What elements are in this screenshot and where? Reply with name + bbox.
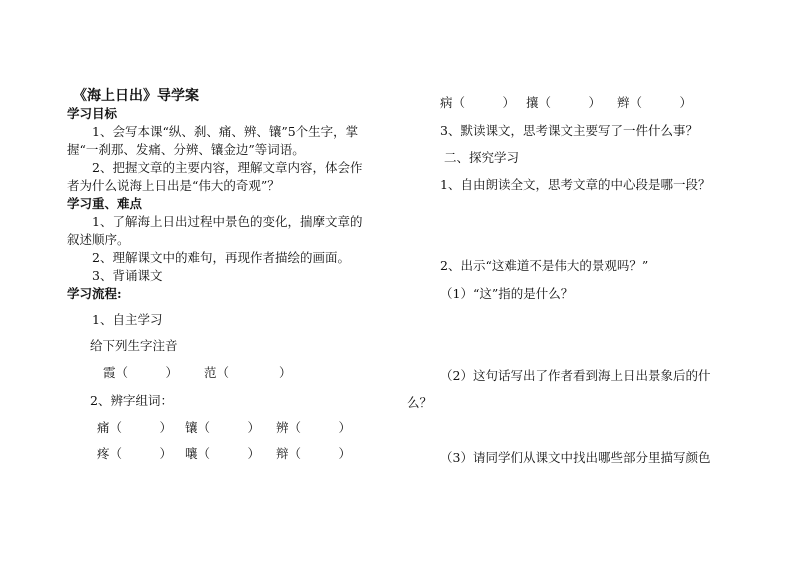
read-task: 3、默读课文，思考课文主要写了一件什么事？ — [440, 123, 698, 138]
word-blank: 病（ ） — [440, 95, 516, 110]
distinguish-heading: 2、辨字组词： — [90, 393, 173, 408]
self-study-heading: 1、自主学习 — [92, 312, 163, 327]
key-point-1-line-1: 1、了解海上日出过程中景色的变化，揣摩文章的 — [92, 214, 363, 229]
question-2b-line-2: 么？ — [407, 395, 433, 410]
question-1: 1、自由朗读全文，思考文章的中心段是哪一段？ — [440, 177, 711, 192]
goals-heading: 学习目标 — [67, 106, 118, 121]
question-2b-line-1: （2）这句话写出了作者看到海上日出景象后的什 — [440, 368, 711, 383]
question-2a: （1）“这”指的是什么？ — [440, 286, 574, 301]
word-blank: 嚷（ ） — [185, 446, 261, 461]
question-2c: （3）请同学们从课文中找出哪些部分里描写颜色 — [440, 450, 711, 465]
explore-heading: 二、探究学习 — [444, 150, 520, 165]
goal-1-line-1: 1、会写本课“纵、刹、痛、辨、镶”5个生字，掌 — [92, 124, 359, 139]
page-title: 《海上日出》导学案 — [73, 88, 199, 104]
key-point-3: 3、背诵课文 — [92, 268, 163, 283]
word-blank: 辨（ ） — [276, 420, 352, 435]
word-blank: 辫（ ） — [617, 95, 693, 110]
phonetic-item: 范（ ） — [204, 365, 292, 380]
process-heading: 学习流程: — [67, 286, 122, 301]
word-blank: 镶（ ） — [185, 420, 261, 435]
goal-2-line-2: 者为什么说海上日出是“伟大的奇观”？ — [67, 178, 280, 193]
key-point-2: 2、理解课文中的难句，再现作者描绘的画面。 — [92, 250, 350, 265]
phonetic-prompt: 给下列生字注音 — [90, 338, 178, 353]
goal-1-line-2: 握“一刹那、发痛、分辨、镶金边”等词语。 — [67, 142, 305, 157]
goal-2-line-1: 2、把握文章的主要内容，理解文章内容，体会作 — [92, 160, 363, 175]
question-2: 2、出示“这难道不是伟大的景观吗？” — [440, 258, 649, 273]
word-blank: 攘（ ） — [526, 95, 602, 110]
word-blank: 痛（ ） — [97, 420, 173, 435]
phonetic-item: 霞（ ） — [103, 365, 179, 380]
key-points-heading: 学习重、难点 — [67, 196, 143, 211]
word-blank: 辩（ ） — [276, 446, 352, 461]
key-point-1-line-2: 叙述顺序。 — [67, 232, 130, 247]
word-blank: 疼（ ） — [97, 446, 173, 461]
